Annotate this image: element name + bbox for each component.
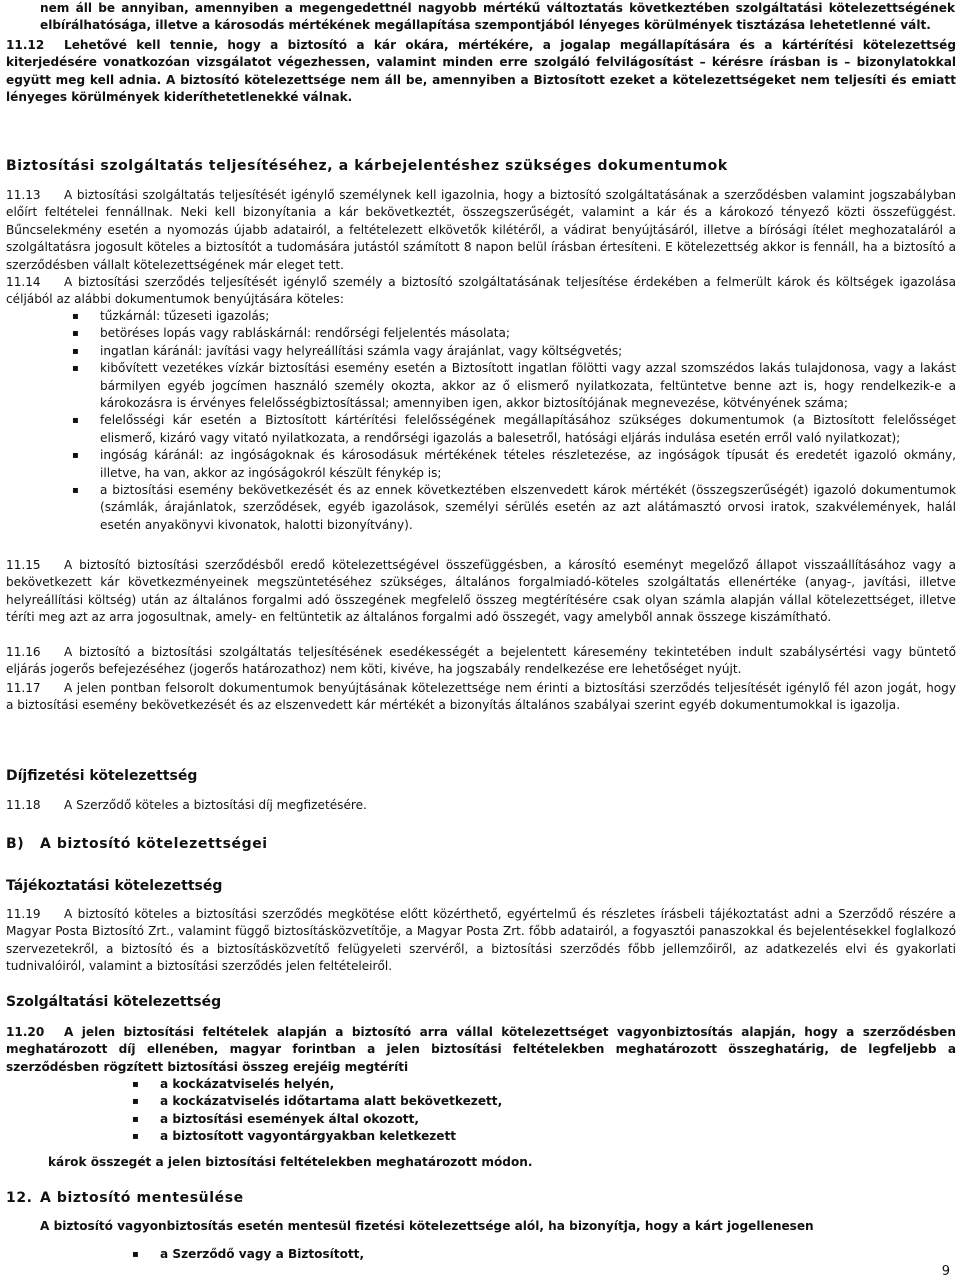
paragraph-text: A biztosító a biztosítási szolgáltatás teljesítésének esedékességét a bejelentett káresemény tekintetében indult szabálysértési vagy büntető eljárás jogerős befejezéséhez (jogerős határozathoz) nem köti, kivéve, ha jogszabály rendelkezése ere lehetőséget nyújt. [6, 645, 956, 677]
list-item: ▪ betöréses lopás vagy rabláskárnál: rendőrségi feljelentés másolata; [100, 325, 956, 342]
paragraph-text: A biztosító köteles a biztosítási szerződés megkötése előtt közérthető, egyértelmű és részletes írásbeli tájékoztatást adni a Szerződő részére a Magyar Posta Biztosító Zrt., valamint függő biztosításközvetítője, a Magyar Posta Zrt. főbb adatairól, a fogyasztói panaszokkal és bejelentésekkel foglalkozó szervezetekről, a biztosító és a biztosításközvetítő felügyeleti szervéről, a biztosítási szerződés főbb jellemzőiről, az adatkezelés elvi és gyakorlati tudnivalóiról, valamint a biztosítási szerződés jelen feltételeiről. [6, 907, 956, 974]
section-heading-b [6, 836, 268, 853]
list-item: ▪ felelősségi kár esetén a Biztosított kártérítési felelősségének megállapításához szükséges dokumentumok (a Biztosított felelősséget elismerő, kizáró vagy vitató nyilatkozata, a rendőrségi igazolás a balesetről, hatósági eljárás indulása esetén erről való nyilatkozat); [100, 412, 956, 447]
section-heading-service: Szolgáltatási kötelezettség [6, 994, 222, 1010]
section-heading-documents: Biztosítási szolgáltatás teljesítéséhez, a kárbejelentéshez szükséges dokumentumok [6, 158, 728, 174]
page-number: 9 [941, 1263, 950, 1279]
paragraph-number: 11.12 [6, 38, 45, 52]
top-paragraph: nem áll be annyiban, amennyiben a megengedettnél nagyobb mértékű változtatás következtében szolgáltatási kötelezettségének elbírálhatósága, illetve a károsodás mértékének megállapítása szempontjából lényeges körülmények tisztázása lehetetlenné vált. [40, 1, 955, 33]
paragraph-11-17 [6, 680, 956, 715]
list-item: ▪ a biztosított vagyontárgyakban keletkezett [160, 1128, 950, 1145]
paragraph-text: Lehetővé kell tennie, hogy a biztosító a kár okára, mértékére, a jogalap megállapítására és a kártérítési kötelezettség kiterjedésére vonatkozóan vizsgálatot végezhessen, valamint minden erre szolgáló felvilágosítást – kérésre írásban is – bizonylatokkal együtt meg kell adnia. A biztosító kötelezettsége nem áll be, amennyiben a Biztosított ezeket a kötelezettségeket nem teljesíti és emiatt lényeges körülmények kideríthetetlenekké válnak. [6, 38, 956, 105]
paragraph-11-20 [6, 1024, 956, 1076]
paragraph-text: A biztosítási szerződés teljesítését igénylő személy a biztosító szolgáltatásának teljesítése érdekében a felmerült károk és költségek igazolása céljából az alábbi dokumentumok benyújtására köteles: [6, 275, 956, 307]
paragraph-11-12 [6, 37, 956, 107]
paragraph-number: 11.14 [6, 275, 41, 289]
paragraph-number: 11.19 [6, 907, 41, 921]
exemption-list [160, 1246, 950, 1263]
section-title: A biztosító kötelezettségei [40, 836, 268, 852]
paragraph-11-18 [6, 797, 956, 814]
paragraph-11-19 [6, 906, 956, 976]
section-heading-information: Tájékoztatási kötelezettség [6, 878, 223, 894]
section-number: 12. [6, 1190, 33, 1206]
list-item: ▪ a Szerződő vagy a Biztosított, [160, 1246, 950, 1263]
list-item: ▪ ingatlan káránál: javítási vagy helyreállítási számla vagy árajánlat, vagy költségvetés; [100, 343, 956, 360]
paragraph-text: A jelen pontban felsorolt dokumentumok benyújtásának kötelezettsége nem érinti a biztosítási szerződés teljesítését igénylő fél azon jogát, hogy a biztosítási esemény bekövetkezését és az elszenvedett kár mértékét a bizonyítás általános szabályai szerint egyéb dokumentumokkal is igazolja. [6, 681, 956, 713]
paragraph-text: A biztosítási szolgáltatás teljesítését igénylő személynek kell igazolnia, hogy a biztosító szolgáltatásának a szerződésben valamint jogszabályban előírt feltételei fennállnak. Neki kell bizonyítania a kár bekövetkeztét, összegszerűségét, valamint a kár és a károkozó tényező közti összefüggést. Bűncselekmény esetén a nyomozás újabb adatairól, a feltételezett elkövetők kilétéről, a vádirat benyújtásáról, illetve a bírósági ítélet meghozataláról a szolgáltatásra jogosult köteles a biztosítót a tudomására jutástól számított 8 napon belül írásban értesíteni. E kötelezettség akkor is fennáll, ha a biztosító a szerződésben vállalt kötelezettségének már eleget tett. [6, 188, 956, 272]
list-item: ▪ kibővített vezetékes vízkár biztosítási esemény esetén a Biztosított ingatlan fölötti vagy azzal szomszédos lakás tulajdonosa, vagy a lakást bármilyen egyéb jogcímen használó személy okozta, akkor az ő elismerő nyilatkozata, feltüntetve benne azt is, hogy rendelkezik-e a károkozásra is érvényes felelősségbiztosítással; amennyiben igen, akkor biztosítójának megnevezése, kötvényének száma; [100, 360, 956, 412]
paragraph-number: 11.13 [6, 188, 41, 202]
paragraph-11-15 [6, 557, 956, 627]
list-item: ▪ a kockázatviselés időtartama alatt bekövetkezett, [160, 1093, 950, 1110]
list-item: ▪ ingóság káránál: az ingóságoknak és károsodásuk mértékének tételes részletezése, az ingóságok típusát és eredetét igazoló okmány, illetve, ha van, akkor az ingóságokról készült fénykép is; [100, 447, 956, 482]
paragraph-text: A Szerződő köteles a biztosítási díj megfizetésére. [64, 798, 367, 812]
paragraph-text: A biztosító biztosítási szerződésből eredő kötelezettségével összefüggésben, a károsító eseményt megelőző állapot visszaállításához vagy a bekövetkezett kár következményeinek megszüntetéséhez szükséges, általános forgalmiadó-köteles szolgáltatás ellenértéke (anyag-, javítási, illetve helyreállítási költség) után az általános forgalmi adó összegének megfelelő összeg megtérítésére csak olyan számla alapján vállal kötelezettséget, illetve téríti meg azt az arra jogosultnak, amely- en feltüntetik az általános forgalmi adó összegét, vagy amelyből annak összege kiszámítható. [6, 558, 956, 625]
paragraph-11-13 [6, 187, 956, 274]
section-title: A biztosító mentesülése [40, 1190, 244, 1206]
paragraph-number: 11.16 [6, 645, 41, 659]
list-item: ▪ a biztosítási esemény bekövetkezését és az ennek következtében elszenvedett károk mértékét (összegszerűségét) igazoló dokumentumok (számlák, árajánlatok, szerződések, egyéb igazolások, személyi sérülés esetén az azt alátámasztó orvosi iratok, szakvélemények, halál esetén anyakönyvi kivonatok, halotti bizonyítvány). [100, 482, 956, 534]
paragraph-number: 11.15 [6, 558, 41, 572]
section-heading-fee: Díjfizetési kötelezettség [6, 768, 198, 784]
section-label: B) [6, 836, 25, 852]
list-item: ▪ a biztosítási események által okozott, [160, 1111, 950, 1128]
documents-list [100, 308, 956, 534]
paragraph-number: 11.17 [6, 681, 41, 695]
paragraph-11-16 [6, 644, 956, 679]
paragraph-12-intro: A biztosító vagyonbiztosítás esetén mentesül fizetési kötelezettsége alól, ha bizonyítja, hogy a kárt jogellenesen [40, 1219, 814, 1233]
service-closing: károk összegét a jelen biztosítási feltételekben meghatározott módon. [48, 1155, 533, 1169]
section-heading-12 [6, 1190, 244, 1207]
service-list [160, 1076, 950, 1146]
paragraph-number: 11.20 [6, 1025, 45, 1039]
paragraph-text: A jelen biztosítási feltételek alapján a biztosító arra vállal kötelezettséget vagyonbiztosítás alapján, hogy a szerződésben meghatározott díj ellenében, magyar forintban a jelen biztosítási feltételekben meghatározott összeghatárig, de legfeljebb a szerződésben rögzített biztosítási összeg erejéig megtéríti [6, 1025, 956, 1074]
list-item: ▪ tűzkárnál: tűzeseti igazolás; [100, 308, 956, 325]
list-item: ▪ a kockázatviselés helyén, [160, 1076, 950, 1093]
paragraph-number: 11.18 [6, 798, 41, 812]
paragraph-11-14 [6, 274, 956, 309]
